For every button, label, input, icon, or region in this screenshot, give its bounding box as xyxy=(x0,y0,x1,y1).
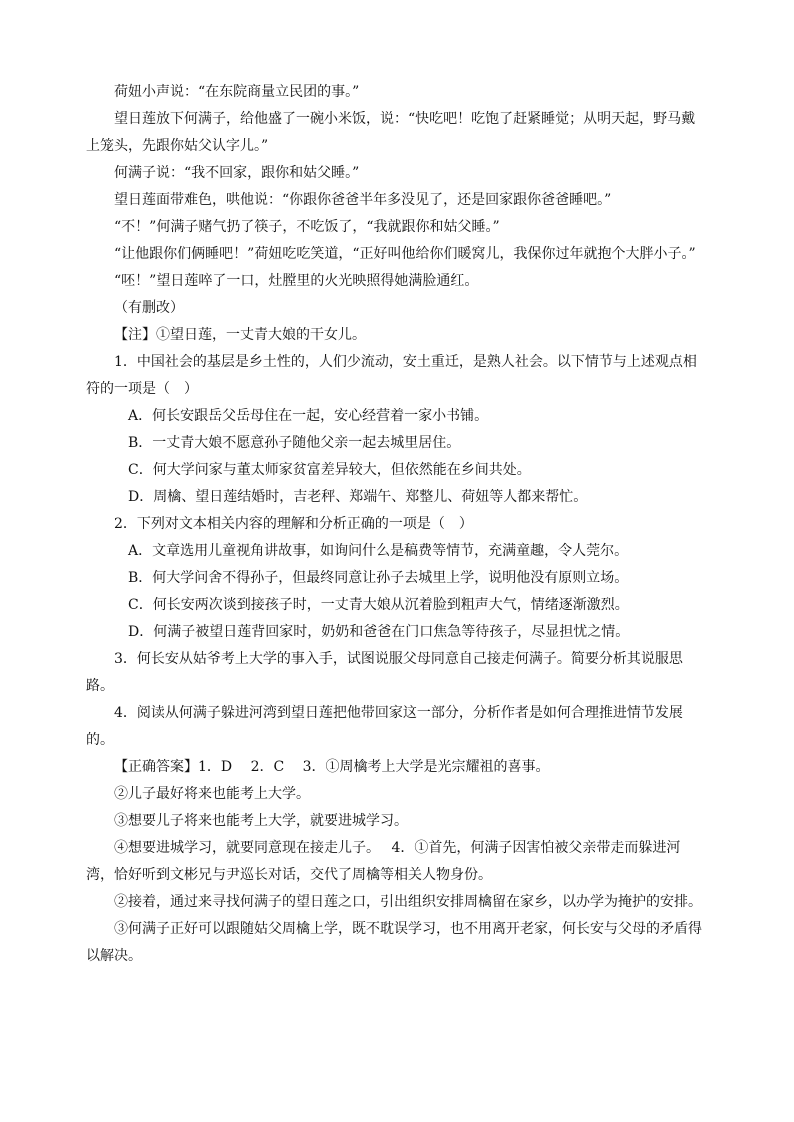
question-4: 4．阅读从何满子躲进河湾到望日莲把他带回家这一部分，分析作者是如何合理推进情节发展的。 xyxy=(86,705,683,748)
passage-paragraph: “呸！”望日莲啐了一口，灶膛里的火光映照得她满脸通红。 xyxy=(114,273,479,289)
question-1-option-d: D．周檎、望日莲结婚时，吉老秤、郑端午、郑整儿、荷妞等人都来帮忙。 xyxy=(128,489,588,505)
question-1-option-a: A．何长安跟岳父岳母住在一起，安心经营着一家小书铺。 xyxy=(128,408,489,424)
passage-paragraph: 望日莲放下何满子，给他盛了一碗小米饭，说：“快吃吧！吃饱了赶紧睡觉；从明天起，野马戴上笼头，先跟你姑父认字儿。” xyxy=(86,111,696,154)
question-2-option-c: C．何长安两次谈到接孩子时，一丈青大娘从沉着脸到粗声大气，情绪逐渐激烈。 xyxy=(128,597,629,613)
question-2-option-a: A．文章选用儿童视角讲故事，如询问什么是稿费等情节，充满童趣，令人莞尔。 xyxy=(128,543,629,559)
question-2-option-d: D．何满子被望日莲背回家时，奶奶和爸爸在门口焦急等待孩子，尽显担忧之情。 xyxy=(128,624,630,640)
question-1-stem: 1．中国社会的基层是乡土性的，人们少流动，安土重迁，是熟人社会。以下情节与上述观点相符的一项是（ ） xyxy=(86,354,697,397)
revision-note: （有删改） xyxy=(114,300,184,316)
question-3: 3．何长安从姑爷考上大学的事入手，试图说服父母同意自己接走何满子。简要分析其说服思路。 xyxy=(86,651,683,694)
answer-line: ③何满子正好可以跟随姑父周檎上学，既不耽误学习，也不用离开老家，何长安与父母的矛盾得以解决。 xyxy=(86,921,702,964)
question-1-option-c: C．何大学问家与董太师家贫富差异较大，但依然能在乡间共处。 xyxy=(128,462,531,478)
answer-line: 【正确答案】1．D 2．C 3．①周檎考上大学是光宗耀祖的喜事。 xyxy=(114,759,550,775)
passage-paragraph: “不！”何满子赌气扔了筷子，不吃饭了，“我就跟你和姑父睡。” xyxy=(114,219,500,235)
question-2-stem: 2．下列对文本相关内容的理解和分析正确的一项是（ ） xyxy=(114,516,473,532)
passage-paragraph: 何满子说：“我不回家，跟你和姑父睡。” xyxy=(114,165,360,181)
question-1-option-b: B．一丈青大娘不愿意孙子随他父亲一起去城里居住。 xyxy=(128,435,461,451)
footnote: 【注】①望日莲，一丈青大娘的干女儿。 xyxy=(114,327,366,343)
passage-paragraph: 望日莲面带难色，哄他说：“你跟你爸爸半年多没见了，还是回家跟你爸爸睡吧。” xyxy=(114,192,612,208)
answer-line: ②接着，通过来寻找何满子的望日莲之口，引出组织安排周檎留在家乡，以办学为掩护的安排。 xyxy=(114,894,702,910)
question-2-option-b: B．何大学问舍不得孙子，但最终同意让孙子去城里上学，说明他没有原则立场。 xyxy=(128,570,629,586)
passage-paragraph: “让他跟你们俩睡吧！”荷妞吃吃笑道，“正好叫他给你们暖窝儿，我保你过年就抱个大胖小子。” xyxy=(114,246,696,262)
answer-line: ②儿子最好将来也能考上大学。 xyxy=(114,786,310,802)
answer-line: ④想要进城学习，就要同意现在接走儿子。 4．①首先，何满子因害怕被父亲带走而躲进河湾，恰好听到文彬兄与尹巡长对话，交代了周檎等相关人物身份。 xyxy=(86,840,681,883)
answer-line: ③想要儿子将来也能考上大学，就要进城学习。 xyxy=(114,813,408,829)
passage-paragraph: 荷妞小声说：“在东院商量立民团的事。” xyxy=(114,84,360,100)
